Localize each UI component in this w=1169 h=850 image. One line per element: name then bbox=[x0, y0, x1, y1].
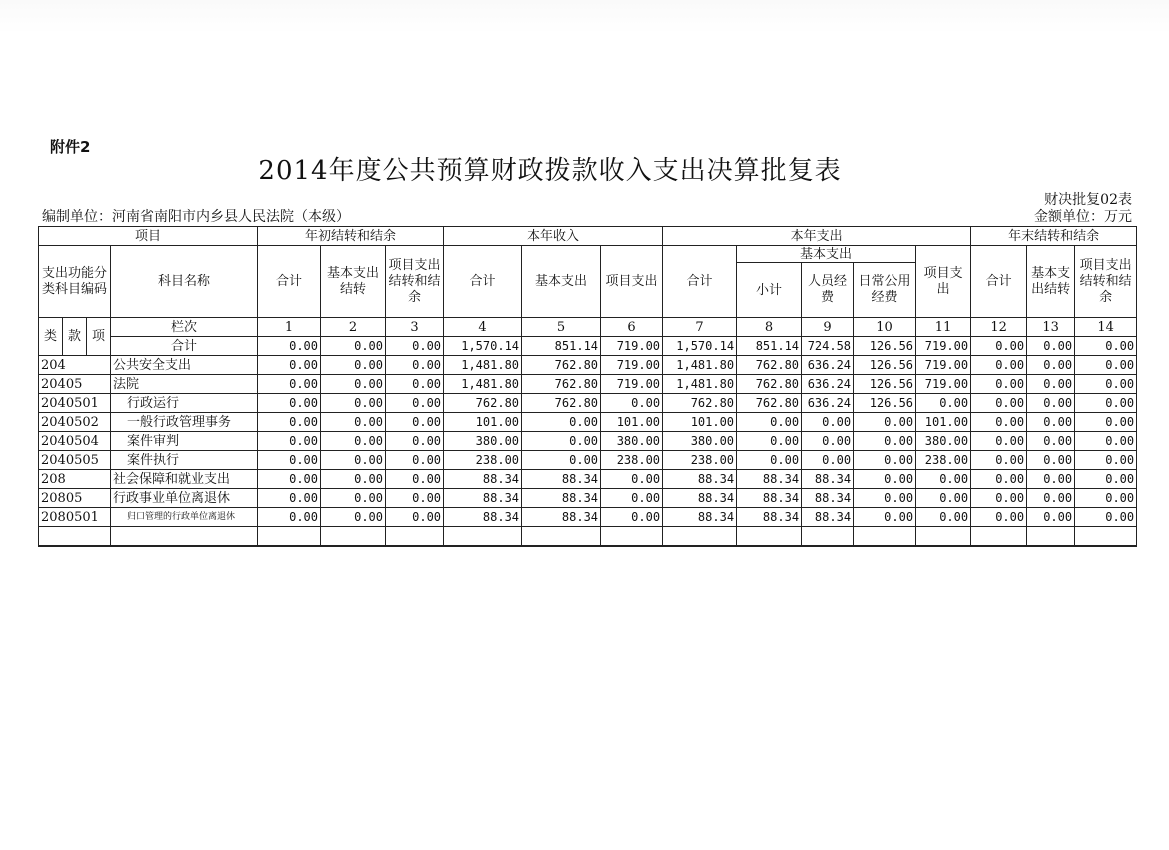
amount-cell: 0.00 bbox=[386, 413, 444, 432]
subject-code: 20805 bbox=[39, 489, 111, 508]
blank-cell bbox=[802, 527, 854, 547]
amount-cell: 126.56 bbox=[854, 337, 916, 356]
amount-cell: 719.00 bbox=[916, 356, 971, 375]
amount-cell: 0.00 bbox=[854, 413, 916, 432]
subject-code: 204 bbox=[39, 356, 111, 375]
header-exp-project: 项目支出 bbox=[916, 246, 971, 318]
amount-cell: 0.00 bbox=[854, 470, 916, 489]
blank-cell bbox=[601, 527, 663, 547]
table-row bbox=[39, 470, 1137, 489]
amount-cell: 0.00 bbox=[522, 413, 601, 432]
amount-cell: 0.00 bbox=[971, 451, 1027, 470]
header-inc-total: 合计 bbox=[444, 246, 522, 318]
header-close-total: 合计 bbox=[971, 246, 1027, 318]
document-title: 2014年度公共预算财政拨款收入支出决算批复表 bbox=[258, 156, 842, 186]
amount-cell: 0.00 bbox=[386, 432, 444, 451]
amount-cell: 88.34 bbox=[663, 470, 737, 489]
amount-unit: 金额单位：万元 bbox=[1034, 209, 1132, 225]
amount-cell: 238.00 bbox=[601, 451, 663, 470]
amount-cell: 101.00 bbox=[916, 413, 971, 432]
amount-cell: 851.14 bbox=[737, 337, 802, 356]
amount-cell: 0.00 bbox=[1027, 356, 1075, 375]
amount-cell: 851.14 bbox=[522, 337, 601, 356]
amount-cell: 0.00 bbox=[386, 356, 444, 375]
amount-cell: 0.00 bbox=[854, 489, 916, 508]
column-number: 4 bbox=[444, 318, 522, 337]
amount-cell: 0.00 bbox=[321, 375, 386, 394]
table-row bbox=[39, 489, 1137, 508]
amount-cell: 0.00 bbox=[737, 413, 802, 432]
amount-cell: 0.00 bbox=[971, 470, 1027, 489]
blank-cell bbox=[111, 527, 258, 547]
form-code: 财决批复02表 bbox=[1044, 192, 1132, 208]
blank-cell bbox=[386, 527, 444, 547]
amount-cell: 101.00 bbox=[663, 413, 737, 432]
amount-cell: 0.00 bbox=[1075, 508, 1137, 527]
org-unit: 编制单位：河南省南阳市内乡县人民法院（本级） bbox=[42, 209, 350, 225]
subject-name: 法院 bbox=[111, 375, 258, 394]
amount-cell: 0.00 bbox=[916, 489, 971, 508]
header-close-basic: 基本支出结转 bbox=[1027, 246, 1075, 318]
amount-cell: 0.00 bbox=[321, 356, 386, 375]
header-kuan: 款 bbox=[63, 318, 87, 356]
amount-cell: 0.00 bbox=[802, 451, 854, 470]
amount-cell: 0.00 bbox=[802, 432, 854, 451]
amount-cell: 0.00 bbox=[854, 508, 916, 527]
subject-code: 2040505 bbox=[39, 451, 111, 470]
amount-cell: 0.00 bbox=[1027, 432, 1075, 451]
subject-code: 2040501 bbox=[39, 394, 111, 413]
header-exp-subtotal: 小计 bbox=[737, 263, 802, 318]
amount-cell: 0.00 bbox=[386, 375, 444, 394]
amount-cell: 1,481.80 bbox=[444, 356, 522, 375]
amount-cell: 0.00 bbox=[321, 413, 386, 432]
amount-cell: 0.00 bbox=[601, 470, 663, 489]
column-number: 6 bbox=[601, 318, 663, 337]
amount-cell: 0.00 bbox=[522, 451, 601, 470]
amount-cell: 719.00 bbox=[916, 337, 971, 356]
amount-cell: 0.00 bbox=[737, 451, 802, 470]
blank-cell bbox=[444, 527, 522, 547]
subject-code: 208 bbox=[39, 470, 111, 489]
column-number: 8 bbox=[737, 318, 802, 337]
amount-cell: 0.00 bbox=[971, 489, 1027, 508]
amount-cell: 88.34 bbox=[802, 489, 854, 508]
amount-cell: 0.00 bbox=[916, 508, 971, 527]
amount-cell: 1,481.80 bbox=[444, 375, 522, 394]
amount-cell: 0.00 bbox=[1027, 394, 1075, 413]
table-row bbox=[39, 394, 1137, 413]
subject-name: 社会保障和就业支出 bbox=[111, 470, 258, 489]
subject-code: 2080501 bbox=[39, 508, 111, 527]
amount-cell: 0.00 bbox=[1027, 375, 1075, 394]
amount-cell: 0.00 bbox=[737, 432, 802, 451]
amount-cell: 126.56 bbox=[854, 394, 916, 413]
amount-cell: 0.00 bbox=[386, 337, 444, 356]
amount-cell: 88.34 bbox=[522, 489, 601, 508]
header-inc-project: 项目支出 bbox=[601, 246, 663, 318]
table-row bbox=[39, 413, 1137, 432]
subject-name: 一般行政管理事务 bbox=[111, 413, 258, 432]
amount-cell: 88.34 bbox=[737, 470, 802, 489]
amount-cell: 0.00 bbox=[601, 489, 663, 508]
attachment-label: 附件2 bbox=[50, 138, 91, 156]
amount-cell: 0.00 bbox=[601, 508, 663, 527]
blank-cell bbox=[1075, 527, 1137, 547]
amount-cell: 0.00 bbox=[386, 489, 444, 508]
amount-cell: 0.00 bbox=[1075, 432, 1137, 451]
blank-cell bbox=[854, 527, 916, 547]
subject-name: 行政事业单位离退休 bbox=[111, 489, 258, 508]
header-exp-personnel: 人员经费 bbox=[802, 263, 854, 318]
amount-cell: 0.00 bbox=[258, 508, 321, 527]
column-number: 10 bbox=[854, 318, 916, 337]
subject-name: 归口管理的行政单位离退休 bbox=[111, 508, 258, 527]
amount-cell: 0.00 bbox=[321, 337, 386, 356]
amount-cell: 0.00 bbox=[1075, 451, 1137, 470]
subject-code: 20405 bbox=[39, 375, 111, 394]
amount-cell: 762.80 bbox=[522, 394, 601, 413]
column-sequence-row bbox=[39, 318, 1137, 337]
column-number: 14 bbox=[1075, 318, 1137, 337]
amount-cell: 762.80 bbox=[522, 356, 601, 375]
amount-cell: 88.34 bbox=[522, 470, 601, 489]
blank-cell bbox=[258, 527, 321, 547]
amount-cell: 0.00 bbox=[258, 356, 321, 375]
amount-cell: 0.00 bbox=[321, 451, 386, 470]
amount-cell: 0.00 bbox=[1027, 508, 1075, 527]
amount-cell: 1,570.14 bbox=[444, 337, 522, 356]
header-item: 项目 bbox=[39, 227, 258, 246]
column-number: 7 bbox=[663, 318, 737, 337]
amount-cell: 719.00 bbox=[601, 375, 663, 394]
table-row bbox=[39, 356, 1137, 375]
column-number: 13 bbox=[1027, 318, 1075, 337]
amount-cell: 0.00 bbox=[258, 489, 321, 508]
amount-cell: 0.00 bbox=[971, 356, 1027, 375]
amount-cell: 88.34 bbox=[663, 508, 737, 527]
column-number: 3 bbox=[386, 318, 444, 337]
amount-cell: 0.00 bbox=[1027, 413, 1075, 432]
amount-cell: 0.00 bbox=[971, 508, 1027, 527]
amount-cell: 719.00 bbox=[916, 375, 971, 394]
amount-cell: 0.00 bbox=[971, 375, 1027, 394]
amount-cell: 88.34 bbox=[444, 508, 522, 527]
amount-cell: 88.34 bbox=[802, 470, 854, 489]
amount-cell: 0.00 bbox=[258, 470, 321, 489]
amount-cell: 0.00 bbox=[1075, 394, 1137, 413]
amount-cell: 762.80 bbox=[522, 375, 601, 394]
header-row-1 bbox=[39, 227, 1137, 246]
header-xiang: 项 bbox=[87, 318, 111, 356]
table-body bbox=[39, 227, 1137, 547]
header-row-2 bbox=[39, 246, 1137, 263]
header-exp-total: 合计 bbox=[663, 246, 737, 318]
amount-cell: 719.00 bbox=[601, 337, 663, 356]
blank-cell bbox=[971, 527, 1027, 547]
column-number: 11 bbox=[916, 318, 971, 337]
blank-cell bbox=[321, 527, 386, 547]
total-label: 合计 bbox=[111, 337, 258, 356]
amount-cell: 238.00 bbox=[444, 451, 522, 470]
scan-edge bbox=[0, 0, 1169, 34]
amount-cell: 88.34 bbox=[737, 508, 802, 527]
amount-cell: 126.56 bbox=[854, 356, 916, 375]
amount-cell: 762.80 bbox=[737, 394, 802, 413]
column-number: 5 bbox=[522, 318, 601, 337]
header-subject-name: 科目名称 bbox=[111, 246, 258, 318]
amount-cell: 0.00 bbox=[971, 337, 1027, 356]
amount-cell: 88.34 bbox=[444, 470, 522, 489]
amount-cell: 238.00 bbox=[663, 451, 737, 470]
amount-cell: 0.00 bbox=[971, 413, 1027, 432]
header-expense: 本年支出 bbox=[663, 227, 971, 246]
amount-cell: 762.80 bbox=[663, 394, 737, 413]
amount-cell: 1,481.80 bbox=[663, 356, 737, 375]
amount-cell: 0.00 bbox=[1075, 375, 1137, 394]
budget-table bbox=[38, 226, 1137, 547]
subject-name: 行政运行 bbox=[111, 394, 258, 413]
blank-cell bbox=[737, 527, 802, 547]
amount-cell: 0.00 bbox=[258, 394, 321, 413]
header-open-total: 合计 bbox=[258, 246, 321, 318]
column-number: 12 bbox=[971, 318, 1027, 337]
amount-cell: 0.00 bbox=[258, 375, 321, 394]
column-number: 1 bbox=[258, 318, 321, 337]
header-closing: 年末结转和结余 bbox=[971, 227, 1137, 246]
amount-cell: 88.34 bbox=[663, 489, 737, 508]
amount-cell: 762.80 bbox=[444, 394, 522, 413]
amount-cell: 0.00 bbox=[1075, 356, 1137, 375]
amount-cell: 636.24 bbox=[802, 356, 854, 375]
amount-cell: 0.00 bbox=[321, 470, 386, 489]
amount-cell: 1,481.80 bbox=[663, 375, 737, 394]
amount-cell: 762.80 bbox=[737, 356, 802, 375]
amount-cell: 0.00 bbox=[386, 508, 444, 527]
amount-cell: 0.00 bbox=[1027, 451, 1075, 470]
amount-cell: 0.00 bbox=[321, 432, 386, 451]
amount-cell: 1,570.14 bbox=[663, 337, 737, 356]
amount-cell: 0.00 bbox=[1075, 337, 1137, 356]
blank-cell bbox=[522, 527, 601, 547]
blank-cell bbox=[39, 527, 111, 547]
blank-row bbox=[39, 527, 1137, 547]
amount-cell: 101.00 bbox=[601, 413, 663, 432]
amount-cell: 88.34 bbox=[522, 508, 601, 527]
subject-name: 案件审判 bbox=[111, 432, 258, 451]
header-basic-exp-group: 基本支出 bbox=[737, 246, 916, 263]
amount-cell: 0.00 bbox=[916, 394, 971, 413]
amount-cell: 636.24 bbox=[802, 394, 854, 413]
amount-cell: 380.00 bbox=[601, 432, 663, 451]
amount-cell: 88.34 bbox=[737, 489, 802, 508]
subject-name: 案件执行 bbox=[111, 451, 258, 470]
amount-cell: 0.00 bbox=[321, 394, 386, 413]
amount-cell: 0.00 bbox=[854, 432, 916, 451]
amount-cell: 0.00 bbox=[386, 451, 444, 470]
amount-cell: 719.00 bbox=[601, 356, 663, 375]
header-inc-basic: 基本支出 bbox=[522, 246, 601, 318]
amount-cell: 636.24 bbox=[802, 375, 854, 394]
amount-cell: 0.00 bbox=[971, 432, 1027, 451]
amount-cell: 88.34 bbox=[444, 489, 522, 508]
subject-code: 2040502 bbox=[39, 413, 111, 432]
total-row bbox=[39, 337, 1137, 356]
header-open-project: 项目支出结转和结余 bbox=[386, 246, 444, 318]
amount-cell: 101.00 bbox=[444, 413, 522, 432]
amount-cell: 380.00 bbox=[444, 432, 522, 451]
amount-cell: 0.00 bbox=[854, 451, 916, 470]
amount-cell: 762.80 bbox=[737, 375, 802, 394]
header-income: 本年收入 bbox=[444, 227, 663, 246]
amount-cell: 0.00 bbox=[1075, 489, 1137, 508]
amount-cell: 0.00 bbox=[258, 413, 321, 432]
amount-cell: 126.56 bbox=[854, 375, 916, 394]
amount-cell: 0.00 bbox=[321, 508, 386, 527]
subject-name: 公共安全支出 bbox=[111, 356, 258, 375]
header-opening: 年初结转和结余 bbox=[258, 227, 444, 246]
amount-cell: 88.34 bbox=[802, 508, 854, 527]
amount-cell: 0.00 bbox=[1027, 337, 1075, 356]
table-row bbox=[39, 375, 1137, 394]
amount-cell: 0.00 bbox=[1027, 489, 1075, 508]
header-open-basic: 基本支出结转 bbox=[321, 246, 386, 318]
header-func-code: 支出功能分类科目编码 bbox=[39, 246, 111, 318]
header-close-project: 项目支出结转和结余 bbox=[1075, 246, 1137, 318]
amount-cell: 0.00 bbox=[1075, 413, 1137, 432]
column-number: 9 bbox=[802, 318, 854, 337]
header-exp-public: 日常公用经费 bbox=[854, 263, 916, 318]
amount-cell: 0.00 bbox=[601, 394, 663, 413]
table-row bbox=[39, 508, 1137, 527]
column-sequence-label: 栏次 bbox=[111, 318, 258, 337]
amount-cell: 0.00 bbox=[802, 413, 854, 432]
header-lei: 类 bbox=[39, 318, 63, 356]
amount-cell: 0.00 bbox=[321, 489, 386, 508]
blank-cell bbox=[1027, 527, 1075, 547]
amount-cell: 0.00 bbox=[258, 451, 321, 470]
subject-code: 2040504 bbox=[39, 432, 111, 451]
amount-cell: 0.00 bbox=[522, 432, 601, 451]
amount-cell: 0.00 bbox=[916, 470, 971, 489]
blank-cell bbox=[663, 527, 737, 547]
table-row bbox=[39, 451, 1137, 470]
amount-cell: 0.00 bbox=[258, 432, 321, 451]
blank-cell bbox=[916, 527, 971, 547]
amount-cell: 0.00 bbox=[258, 337, 321, 356]
amount-cell: 0.00 bbox=[386, 394, 444, 413]
amount-cell: 380.00 bbox=[916, 432, 971, 451]
amount-cell: 0.00 bbox=[386, 470, 444, 489]
amount-cell: 238.00 bbox=[916, 451, 971, 470]
amount-cell: 380.00 bbox=[663, 432, 737, 451]
amount-cell: 724.58 bbox=[802, 337, 854, 356]
amount-cell: 0.00 bbox=[1027, 470, 1075, 489]
amount-cell: 0.00 bbox=[1075, 470, 1137, 489]
amount-cell: 0.00 bbox=[971, 394, 1027, 413]
column-number: 2 bbox=[321, 318, 386, 337]
table-row bbox=[39, 432, 1137, 451]
